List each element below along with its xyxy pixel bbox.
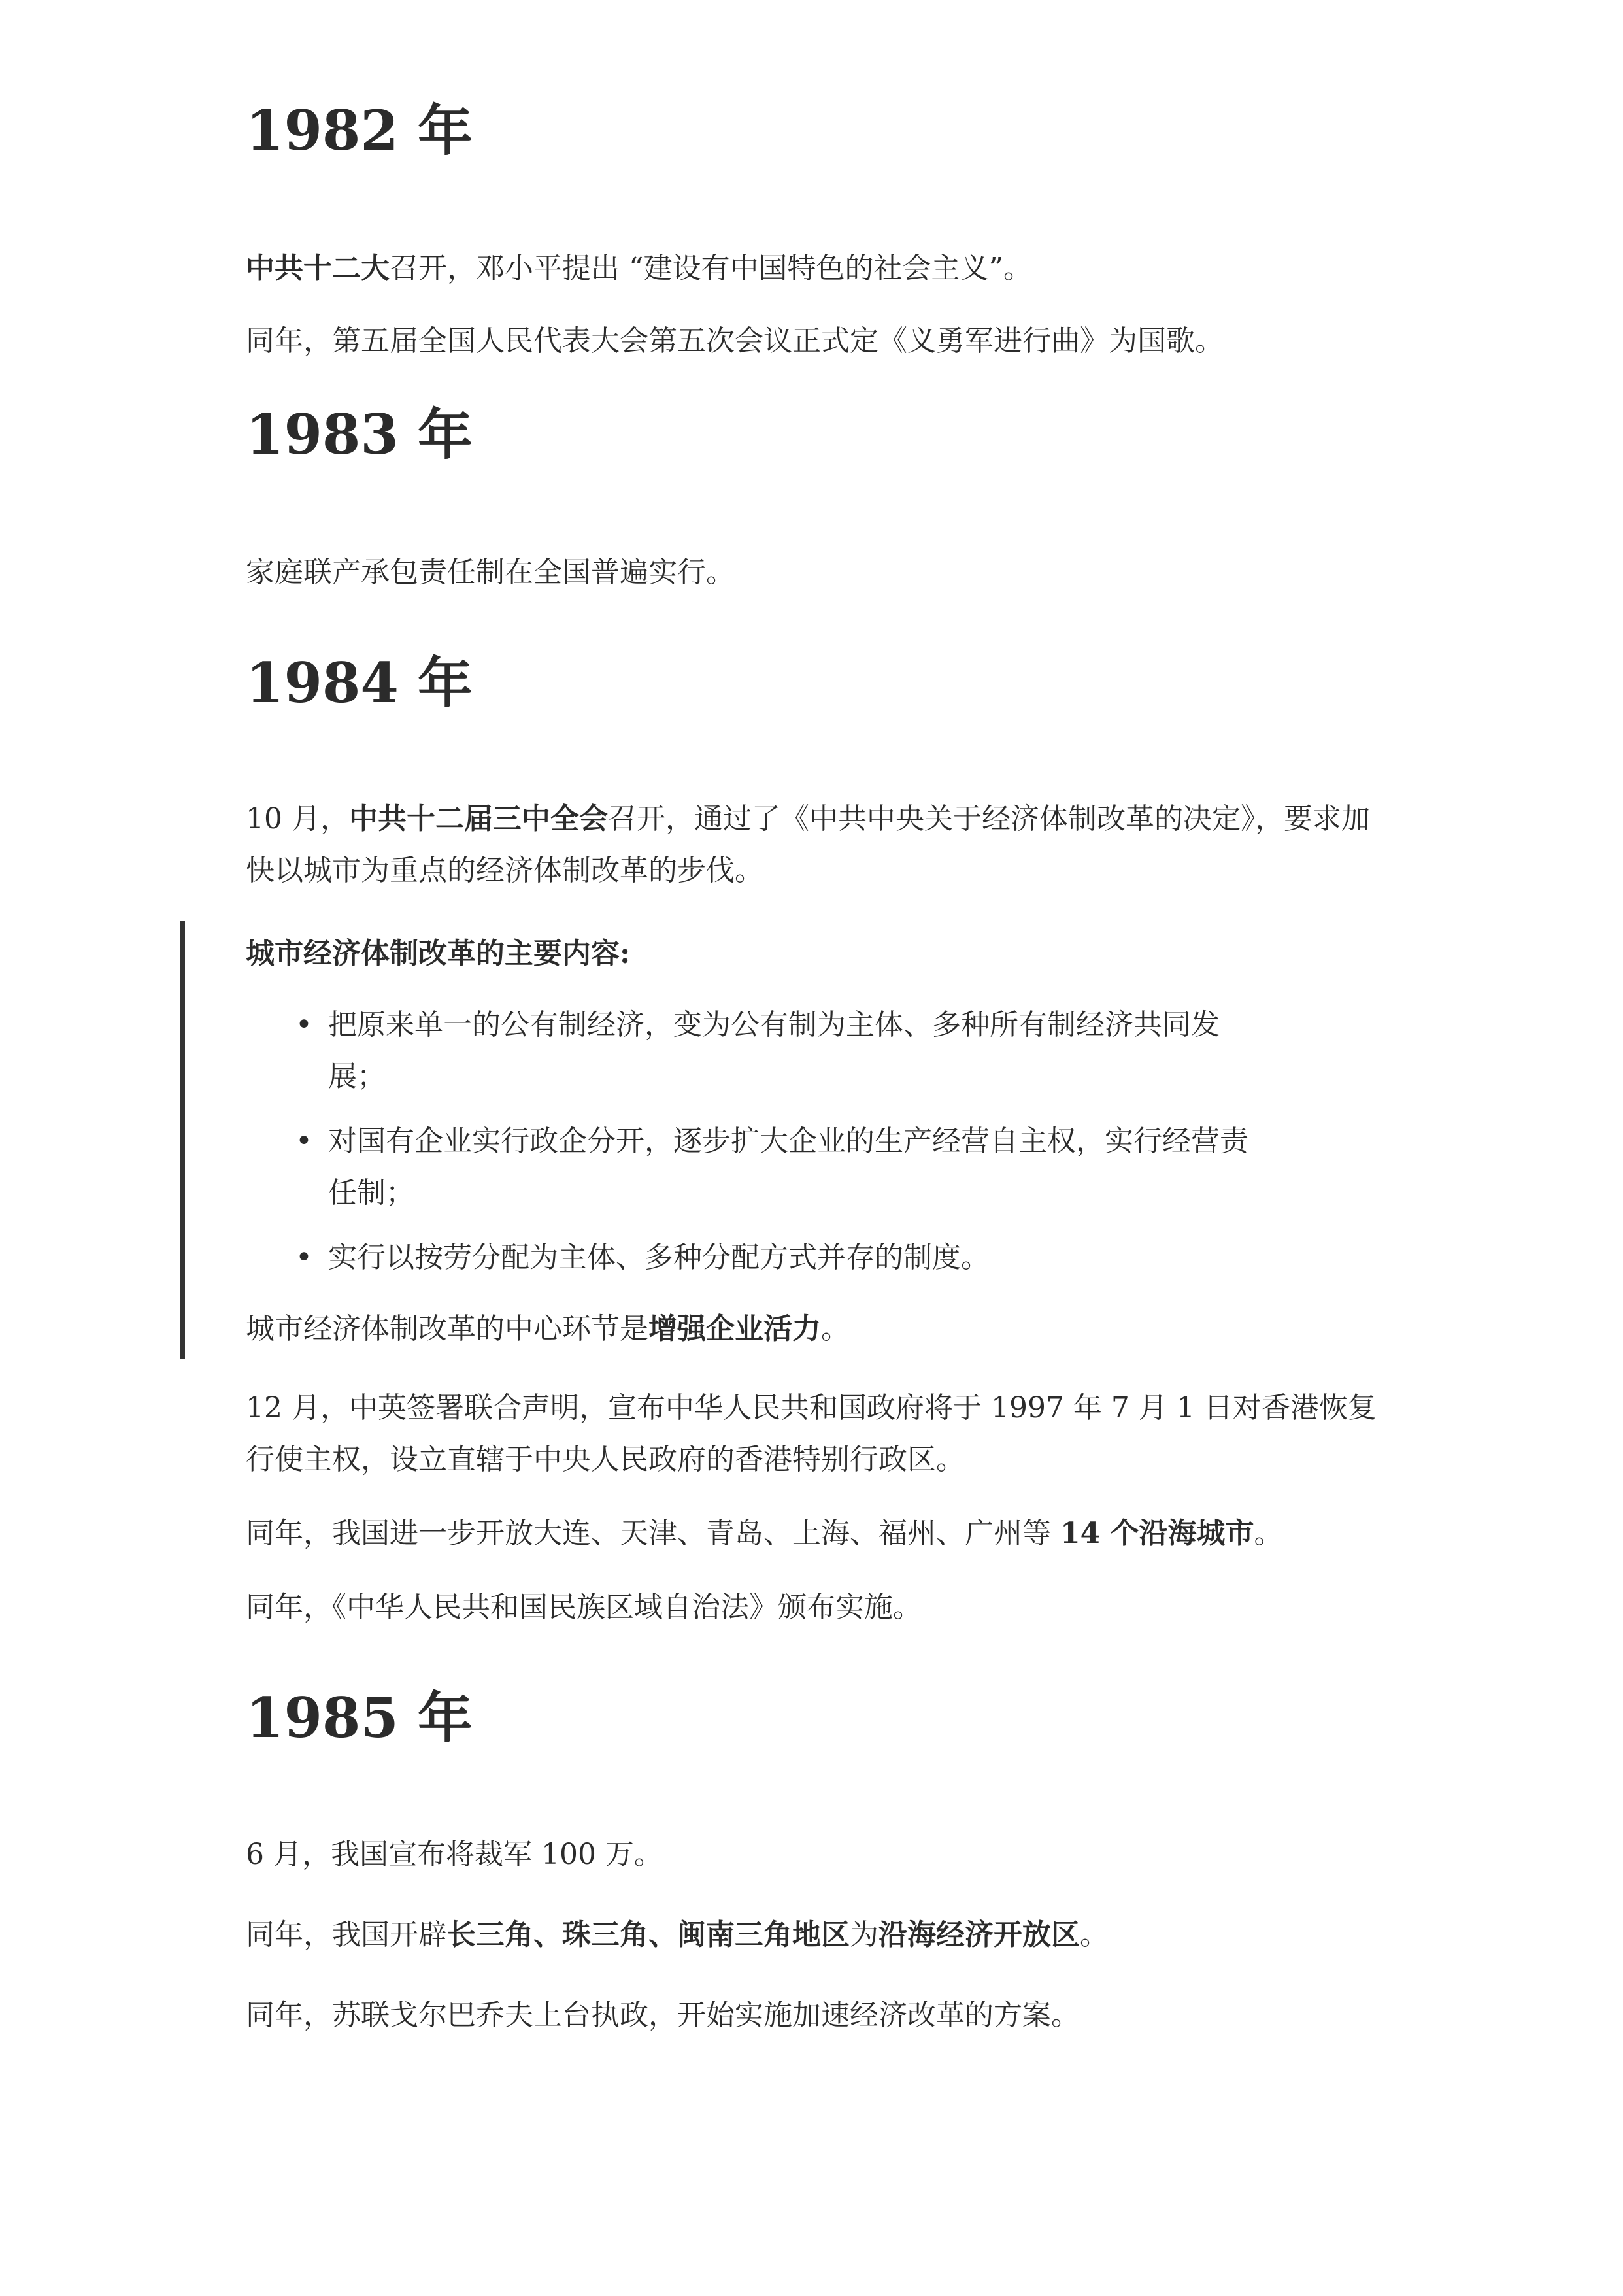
bold-text: 长三角、珠三角、闽南三角地区 — [447, 1918, 850, 1952]
bullet-marker: • — [295, 1241, 312, 1275]
paragraph-1984-coastal: 同年，我国进一步开放大连、天津、青岛、上海、福州、广州等 14 个沿海城市。 — [246, 1517, 1283, 1551]
year-heading-1983: 1983 年 — [246, 401, 473, 467]
paragraph-1984-hongkong: 12 月，中英签署联合声明，宣布中华人民共和国政府将于 1997 年 7 月 1 日对香港恢复行使主权，设立直辖于中央人民政府的香港特别行政区。 — [246, 1391, 1377, 1477]
year-heading-1985: 1985 年 — [246, 1685, 473, 1751]
paragraph-1985-disarm: 6 月，我国宣布将裁军 100 万。 — [246, 1838, 663, 1872]
bold-text: 14 个沿海城市 — [1060, 1517, 1254, 1551]
paragraph-1984-autonomy: 同年，《中华人民共和国民族区域自治法》颁布实施。 — [246, 1591, 922, 1625]
document-page — [246, 98, 1390, 2041]
paragraph-1983-contract: 家庭联产承包责任制在全国普遍实行。 — [246, 555, 735, 589]
list-item: • 实行以按劳分配为主体、多种分配方式并存的制度。 — [246, 1232, 1263, 1283]
year-heading-1984: 1984 年 — [246, 650, 473, 715]
paragraph-1982-anthem: 同年，第五届全国人民代表大会第五次会议正式定《义勇军进行曲》为国歌。 — [246, 324, 1224, 358]
blockquote-reform — [180, 921, 1390, 1359]
quote-heading: 城市经济体制改革的主要内容: — [246, 937, 631, 971]
year-heading-1982: 1982 年 — [246, 98, 473, 163]
bold-text: 中共十二大 — [246, 251, 390, 285]
bold-text: 增强企业活力 — [648, 1312, 821, 1346]
reform-list — [246, 999, 1390, 1283]
paragraph-1985-soviet: 同年，苏联戈尔巴乔夫上台执政，开始实施加速经济改革的方案。 — [246, 1999, 1080, 2033]
bullet-marker: • — [295, 1124, 312, 1158]
paragraph-1984-plenum: 10 月，中共十二届三中全会召开，通过了《中共中央关于经济体制改革的决定》，要求加快以城市为重点的经济体制改革的步伐。 — [246, 802, 1370, 888]
list-item: • 把原来单一的公有制经济，变为公有制为主体、多种所有制经济共同发展； — [246, 999, 1263, 1102]
bold-text: 沿海经济开放区 — [878, 1918, 1080, 1952]
bold-text: 中共十二届三中全会 — [348, 802, 608, 836]
bullet-marker: • — [295, 1008, 312, 1042]
paragraph-1982-congress: 中共十二大召开，邓小平提出 “建设有中国特色的社会主义”。 — [246, 251, 1032, 285]
quote-center-link: 城市经济体制改革的中心环节是增强企业活力。 — [246, 1312, 850, 1346]
list-item: • 对国有企业实行政企分开，逐步扩大企业的生产经营自主权，实行经营责任制； — [246, 1115, 1263, 1219]
paragraph-1985-open-zones: 同年，我国开辟长三角、珠三角、闽南三角地区为沿海经济开放区。 — [246, 1918, 1109, 1952]
